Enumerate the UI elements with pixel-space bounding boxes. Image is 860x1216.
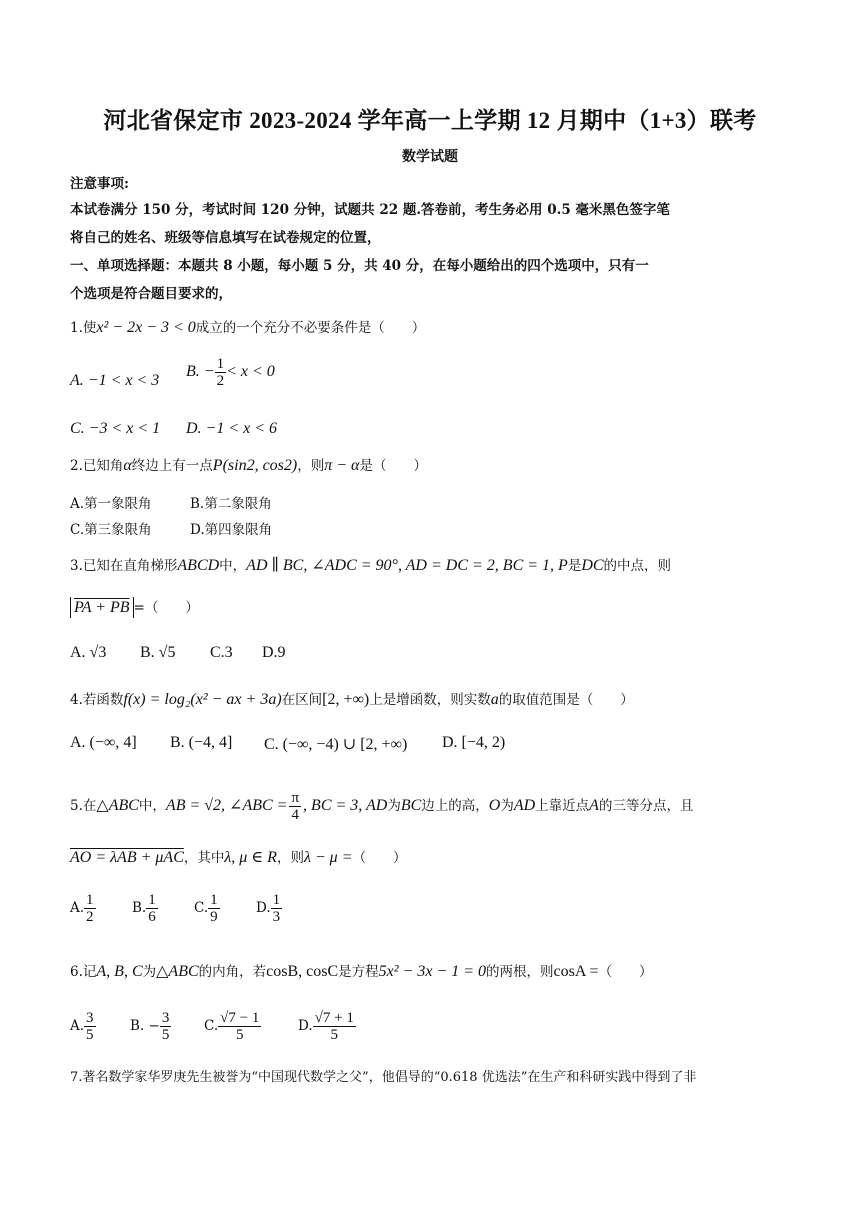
q5-four: 4: [291, 807, 299, 823]
q4-option-d: D. [−4, 2): [442, 734, 506, 751]
q3-vector-sum: PA + PB: [70, 597, 134, 618]
q1-option-c: C. −3 < x < 1: [70, 420, 161, 437]
q6-option-c: C. $\frac{√7 - 1}{5}$: [204, 1010, 260, 1043]
q1-option-b: B. − $\frac{1}{2}$ < x < 0: [186, 356, 275, 389]
section1-line-2: 个选项是符合题目要求的，: [70, 286, 232, 302]
q5-option-b: B. $\frac{1}{6}$: [132, 892, 156, 925]
q6-option-d: D. $\frac{√7 + 1}{5}$: [298, 1010, 354, 1043]
q5-condition-3: λ, μ ∈ R: [224, 849, 277, 866]
question-2-stem: 2.已知角α终边上有一点P(sin2, cos2)，则π − α是（ ）: [70, 457, 427, 474]
q3-option-b: B. √5: [140, 644, 176, 661]
q1-b-numerator: 1: [216, 356, 225, 372]
q6-option-b: B. − $\frac{3}{5}$: [130, 1010, 170, 1043]
question-7-stem: 7.著名数学家华罗庚先生被誉为“中国现代数学之父”，他倡导的“0.618 优选法”在生产和科研实践中得到了非: [70, 1070, 697, 1085]
q5-condition-2: , BC = 3, AD: [303, 797, 388, 814]
question-5-vector: AO = λAB + μAC，其中λ, μ ∈ R，则λ − μ =（ ）: [70, 849, 407, 866]
q2-option-a: A.第一象限角: [70, 496, 152, 512]
q2-point: P(sin2, cos2): [212, 457, 298, 474]
q4-a: a: [490, 691, 499, 708]
question-4-stem: 4.若函数f(x) = log₂(x² − ax + 3a)在区间[2, +∞)上是增函数，则实数a的取值范围是（ ）: [70, 691, 634, 708]
q1-inequality: x² − 2x − 3 < 0: [96, 319, 196, 336]
q5-triangle: △ABC: [96, 797, 139, 814]
q3-dc: DC: [581, 557, 604, 574]
q5-expression: λ − μ =: [303, 849, 353, 866]
q2-option-d: D.第四象限角: [190, 522, 273, 538]
q2-alpha: α: [123, 457, 132, 474]
q1-suffix: 成立的一个充分不必要条件是（ ）: [195, 320, 426, 336]
q6-cos-a: cosA =: [553, 963, 599, 980]
q2-option-b: B.第二象限角: [190, 496, 272, 512]
q6-cos-bc: cosB, cosC: [266, 963, 339, 980]
q5-pi: π: [291, 790, 300, 806]
question-6-stem: 6.记A, B, C为△ABC的内角，若cosB, cosC是方程5x² − 3x − 1 = 0的两根，则cosA =（ ）: [70, 963, 653, 980]
exam-subtitle: 数学试题: [402, 149, 458, 165]
q4-function: f(x) = log₂(x² − ax + 3a): [123, 691, 282, 708]
question-1-stem: [70, 316, 425, 337]
q4-option-b: B. (−4, 4]: [170, 734, 233, 751]
q6-option-a: A. $\frac{3}{5}$: [70, 1010, 94, 1043]
q3-option-a: A. √3: [70, 644, 107, 661]
q1-b-denominator: 2: [216, 373, 225, 389]
q1-prefix: 1.使: [70, 320, 97, 336]
q3-conditions: AD ∥ BC, ∠ADC = 90°, AD = DC = 2, BC = 1, P: [246, 557, 568, 574]
q3-option-d: D.9: [262, 644, 286, 661]
q3-option-c: C.3: [210, 644, 233, 661]
notice-line-2: 将自己的姓名、班级等信息填写在试卷规定的位置，: [70, 230, 381, 246]
q5-option-d: D. $\frac{1}{3}$: [256, 892, 281, 925]
question-3-expr: PA + PB =（ ）: [70, 596, 199, 617]
q1-option-d: D. −1 < x < 6: [186, 420, 278, 437]
q2-expr: π − α: [324, 457, 360, 474]
q5-option-c: C. $\frac{1}{9}$: [194, 892, 218, 925]
section1-line-1: 一、单项选择题：本题共 8 小题，每小题 5 分，共 40 分，在每小题给出的四个选项中，只有一: [70, 258, 649, 274]
q6-angles: A, B, C: [96, 963, 143, 980]
question-5-stem: 5.在△ABC中，AB = √2, ∠ABC = $\frac{\pi}{4}$ , BC = 3, AD为BC边上的高，O为AD上靠近点A的三等分点，且: [70, 790, 694, 823]
q4-option-a: A. (−∞, 4]: [70, 734, 137, 751]
question-3-stem: 3.已知在直角梯形ABCD中，AD ∥ BC, ∠ADC = 90°, AD = DC = 2, BC = 1, P是DC的中点，则: [70, 557, 672, 574]
q5-condition-1: AB = √2, ∠ABC =: [165, 797, 288, 814]
q6-equation: 5x² − 3x − 1 = 0: [378, 963, 487, 980]
q5-vector-equation: AO = λAB + μAC: [70, 849, 184, 866]
notice-line-1: 本试卷满分 150 分，考试时间 120 分钟，试题共 22 题.答卷前，考生务必用 0.5 毫米黑色签字笔: [70, 202, 670, 218]
exam-title: 河北省保定市 2023-2024 学年高一上学期 12 月期中（1+3）联考: [103, 108, 757, 133]
q4-interval: [2, +∞): [322, 691, 370, 708]
q3-shape: ABCD: [177, 557, 220, 574]
q2-option-c: C.第三象限角: [70, 522, 152, 538]
q1-option-a: A. −1 < x < 3: [70, 372, 160, 389]
notice-heading: 注意事项:: [70, 176, 129, 192]
q4-option-c: C. (−∞, −4) ∪ [2, +∞): [264, 736, 408, 753]
q5-option-a: A. $\frac{1}{2}$: [70, 892, 94, 925]
